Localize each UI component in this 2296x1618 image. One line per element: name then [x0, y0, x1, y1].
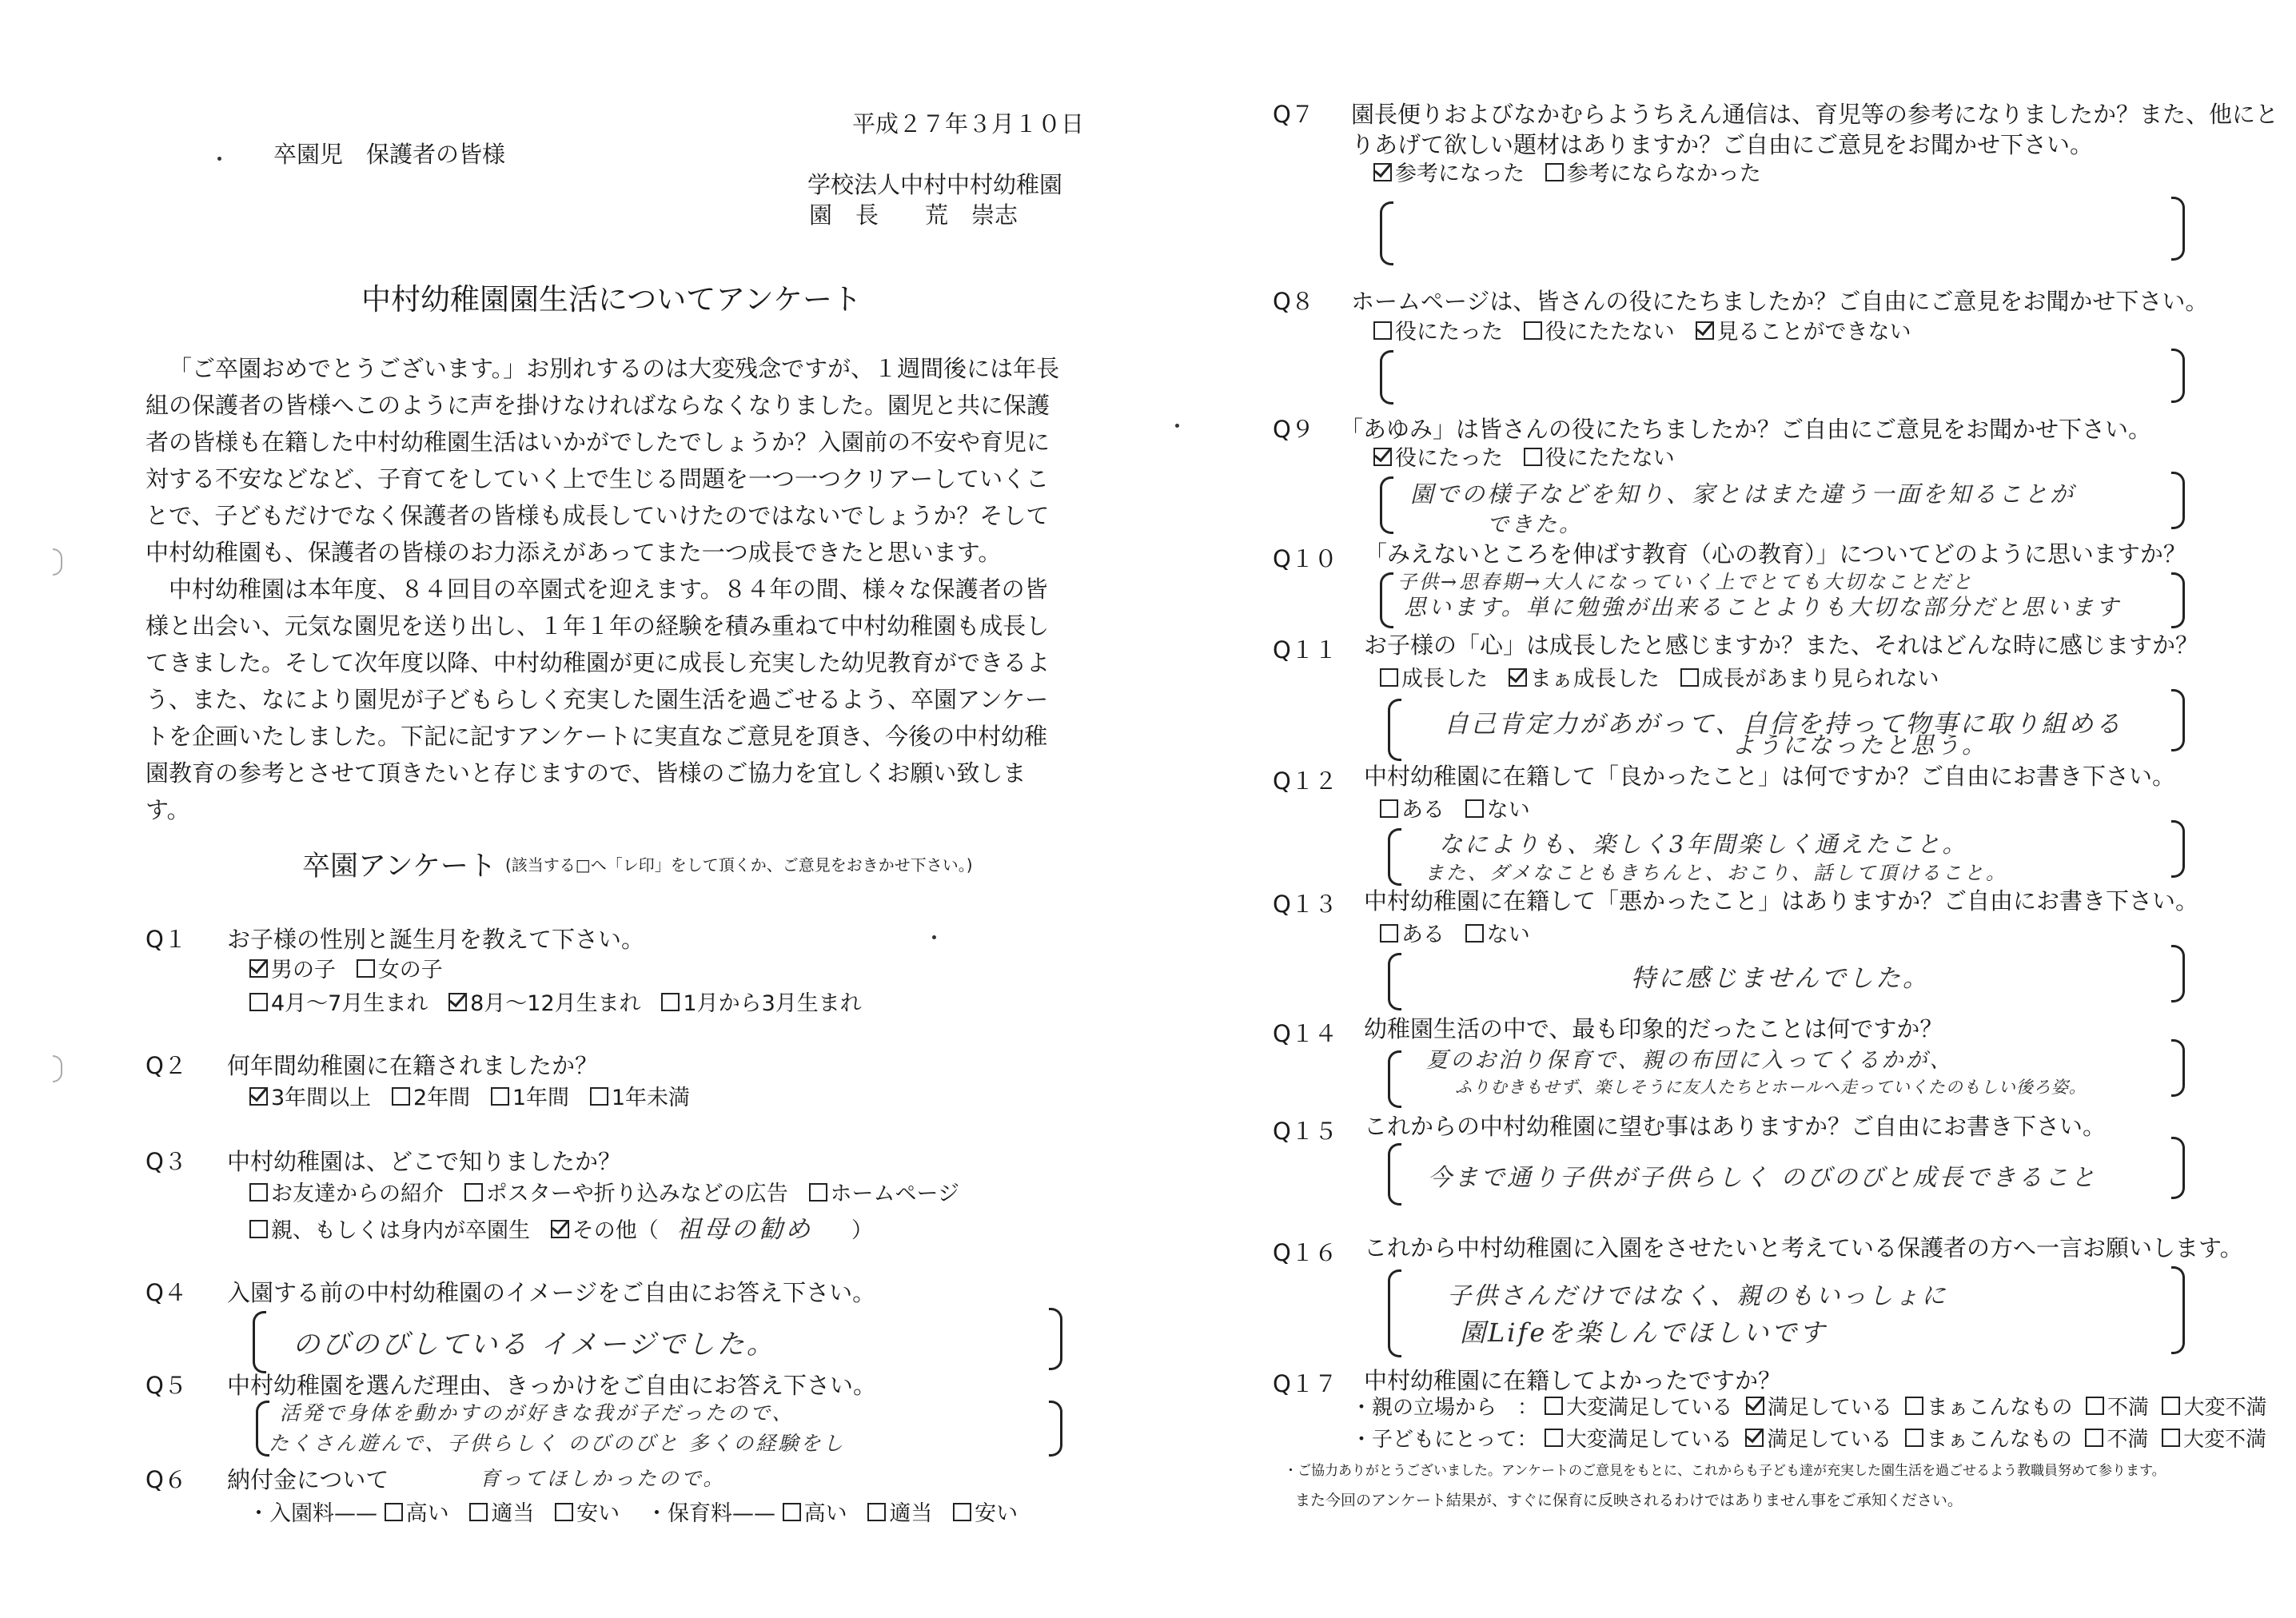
handwritten-answer: 祖母の勧め: [676, 1215, 813, 1244]
binder-hole-mark: [53, 548, 62, 576]
answer-bracket-right: [1049, 1401, 1062, 1457]
checkbox[interactable]: [1373, 321, 1392, 340]
question-text: 「みえないところを伸ばす教育（心の教育）」についてどのように思いますか？: [1364, 540, 2186, 568]
checkbox[interactable]: [249, 993, 268, 1011]
checkbox[interactable]: [1524, 448, 1542, 466]
question-number: Q６: [145, 1466, 187, 1493]
school-name: 学校法人中村中村幼稚園: [807, 171, 1063, 198]
question-number: Q８: [1273, 288, 1314, 315]
checkbox[interactable]: [357, 959, 375, 978]
checkbox[interactable]: [2085, 1429, 2103, 1447]
principal-name: 園 長 荒 崇志: [809, 201, 1018, 229]
checkbox-checked[interactable]: [249, 1087, 268, 1106]
checkbox[interactable]: [1465, 924, 1484, 943]
answer-bracket-left: [1380, 201, 1393, 265]
checkbox[interactable]: [464, 1183, 483, 1202]
handwritten-answer: ふりむきもせず、楽しそうに友人たちとホールへ走っていくたのもしい後ろ姿。: [1455, 1078, 2087, 1097]
answer-bracket-right: [2171, 820, 2185, 878]
checkbox-checked[interactable]: [1696, 321, 1714, 340]
question-text: 入園する前の中村幼稚園のイメージをご自由にお答え下さい。: [227, 1279, 876, 1306]
footer-note: また今回のアンケート結果が、すぐに保育に反映されるわけではありません事をご承知ください。: [1295, 1492, 1963, 1509]
checkbox[interactable]: [1465, 799, 1484, 818]
handwritten-answer: 育ってほしかったので。: [480, 1467, 726, 1490]
answer-bracket-left: [1380, 572, 1393, 628]
handwritten-answer: 園Lifeを楽しんでほしいです: [1460, 1317, 1828, 1348]
checkbox[interactable]: [953, 1503, 971, 1521]
q9-option-row: 役にたった 役にたたない: [1373, 446, 1675, 472]
question-number: Q１２: [1273, 767, 1337, 795]
handwritten-answer: できた。: [1487, 512, 1583, 537]
checkbox-checked[interactable]: [1509, 668, 1527, 687]
q11-option-row: 成長した まぁ成長した 成長があまり見られない: [1380, 667, 1939, 692]
checkbox[interactable]: [2162, 1397, 2180, 1415]
question-number: Q２: [145, 1052, 187, 1079]
q17-child-row: ・子どもにとって： 大変満足している 満足している まぁこんなもの 不満 大変不満: [1351, 1428, 2266, 1452]
question-text: これから中村幼稚園に入園をさせたいと考えている保護者の方へ一言お願いします。: [1364, 1234, 2243, 1261]
question-number: Q１１: [1273, 636, 1337, 664]
checkbox[interactable]: [1380, 924, 1398, 943]
checkbox-checked[interactable]: [448, 993, 467, 1011]
page-title: 中村幼稚園園生活についてアンケート: [361, 282, 863, 317]
question-text: これからの中村幼稚園に望む事はありますか？ご自由にお書き下さい。: [1364, 1113, 2107, 1140]
question-text: 「あゆみ」は皆さんの役にたちましたか？ご自由にご意見をお聞かせ下さい。: [1340, 416, 2152, 443]
question-text: お子様の「心」は成長したと感じますか？また、それはどんな時に感じますか？: [1364, 632, 2199, 659]
answer-bracket-right: [2171, 945, 2185, 1002]
checkbox[interactable]: [392, 1087, 410, 1106]
q7-option-row: 参考になった 参考にならなかった: [1373, 161, 1761, 187]
answer-bracket-left: [256, 1401, 269, 1457]
question-text: 中村幼稚園に在籍して「良かったこと」は何ですか？ご自由にお書き下さい。: [1364, 763, 2176, 790]
handwritten-answer: 子供さんだけではなく、親のもいっしょに: [1447, 1282, 1948, 1310]
checkbox[interactable]: [590, 1087, 608, 1106]
answer-bracket-left: [1388, 828, 1401, 886]
question-text: 幼稚園生活の中で、最も印象的だったことは何ですか？: [1364, 1015, 1943, 1042]
q6-tuition-row: ・保育料—— 高い 適当 安い: [646, 1501, 1018, 1526]
question-text: 何年間幼稚園に在籍されましたか？: [227, 1052, 599, 1079]
question-number: Q１５: [1273, 1118, 1337, 1145]
question-number: Q１７: [1273, 1370, 1337, 1397]
answer-bracket-left: [1380, 350, 1393, 404]
handwritten-answer: ようになったと思う。: [1732, 731, 1988, 759]
question-text: 納付金について: [227, 1466, 389, 1493]
q8-option-row: 役にたった 役にたたない 見ることができない: [1373, 320, 1911, 345]
checkbox[interactable]: [809, 1183, 827, 1202]
checkbox-checked[interactable]: [249, 959, 268, 978]
q13-option-row: ある ない: [1380, 923, 1530, 948]
checkbox[interactable]: [1545, 1397, 1563, 1415]
answer-bracket-right: [2171, 1039, 2185, 1097]
answer-bracket-right: [2171, 349, 2185, 403]
question-text: りあげて欲しい題材はありますか？ご自由にご意見をお聞かせ下さい。: [1351, 131, 2094, 158]
answer-bracket-right: [2171, 197, 2185, 261]
handwritten-answer: 思います。単に勉強が出来ることよりも大切な部分だと思います: [1404, 594, 2121, 620]
checkbox[interactable]: [2086, 1397, 2104, 1415]
handwritten-answer: 特に感じませんでした。: [1631, 964, 1930, 993]
speck: [217, 157, 221, 161]
question-number: Q１４: [1273, 1020, 1337, 1047]
question-text: 園長便りおよびなかむらようちえん通信は、育児等の参考になりましたか？また、他にと: [1351, 101, 2279, 128]
handwritten-answer: たくさん遊んで、子供らしく のびのびと 多くの経験をし: [269, 1432, 846, 1455]
question-text: お子様の性別と誕生月を教えて下さい。: [227, 926, 645, 953]
checkbox[interactable]: [1380, 799, 1398, 818]
handwritten-answer: 子供→思春期→大人になっていく上でとても大切なことだと: [1397, 571, 1975, 593]
intro-paragraph: 中村幼稚園は本年度、８４回目の卒園式を迎えます。８４年の間、様々な保護者の皆様と出会い、元気な園児を送り出し、１年１年の経験を積み重ねて中村幼稚園も成長してきました。そして次年度以降、中村幼稚園が更に成長し充実した幼児教育ができるよう、また、なにより園児が子どもらしく充実した園生活を過ごせるよう、卒園アンケートを企画いたしました。下記に記すアンケートに実直なご意見を頂き、今後の中村幼稚園教育の参考とさせて頂きたいと存じますので、皆様のご協力を宜しくお願い致します。: [145, 576, 1050, 823]
checkbox[interactable]: [867, 1503, 886, 1521]
question-text: 中村幼稚園に在籍してよかったですか？: [1364, 1367, 1782, 1394]
answer-bracket-left: [1388, 1269, 1401, 1357]
checkbox[interactable]: [1524, 321, 1542, 340]
checkbox[interactable]: [1380, 668, 1398, 687]
checkbox[interactable]: [491, 1087, 509, 1106]
question-number: Q３: [145, 1148, 187, 1175]
handwritten-answer: 今まで通り子供が子供らしく のびのびと成長できること: [1428, 1164, 2098, 1192]
handwritten-answer: 園での様子などを知り、家とはまた違う一面を知ることが: [1410, 480, 2076, 508]
q3-option-row: お友達からの紹介 ポスターや折り込みなどの広告 ホームページ: [249, 1182, 959, 1207]
survey-title: 卒園アンケート: [302, 851, 496, 883]
checkbox[interactable]: [661, 993, 680, 1011]
question-number: Q１６: [1273, 1239, 1337, 1266]
answer-bracket-right: [2171, 472, 2185, 529]
checkbox-checked[interactable]: [1373, 163, 1392, 181]
question-number: Q７: [1273, 101, 1314, 128]
checkbox[interactable]: [2162, 1429, 2180, 1447]
answer-bracket-left: [1388, 1050, 1401, 1108]
checkbox[interactable]: [249, 1183, 268, 1202]
handwritten-answer: のびのびしている イメージでした。: [293, 1329, 776, 1361]
intro-paragraph: 「ご卒園おめでとうございます。」お別れするのは大変残念ですが、１週間後には年長組の保護者の皆様へこのように声を掛けなければならなくなりました。園児と共に保護者の皆様も在籍した中村幼稚園生活はいかがでしたでしょうか？入園前の不安や育児に対する不安などなど、子育てをしていく上で生じる問題を一つ一つクリアーしていくことで、子どもだけでなく保護者の皆様も成長していけたのではないでしょうか？そして中村幼稚園も、保護者の皆様のお力添えがあってまた一つ成長できたと思います。: [145, 355, 1060, 566]
survey-note: (該当する□へ「レ印」をして頂くか、ご意見をおきかせ下さい。): [505, 855, 973, 875]
intro-text: [145, 350, 1065, 828]
question-number: Q１０: [1273, 545, 1337, 572]
answer-bracket-left: [1388, 699, 1401, 761]
q2-option-row: 3年間以上 2年間 1年間 1年未満: [249, 1086, 690, 1111]
answer-bracket-right: [2171, 572, 2185, 628]
checkbox[interactable]: [1905, 1429, 1923, 1447]
issue-date: 平成２７年３月１０日: [852, 110, 1085, 137]
answer-bracket-left: [1380, 476, 1393, 534]
q12-option-row: ある ない: [1380, 798, 1530, 823]
checkbox[interactable]: [1545, 1429, 1563, 1447]
answer-bracket-left: [1388, 953, 1401, 1010]
checkbox-checked[interactable]: [1745, 1429, 1764, 1447]
handwritten-answer: なによりも、楽しく3年間楽しく通えたこと。: [1439, 831, 1968, 858]
answer-bracket-right: [2171, 689, 2185, 751]
speck: [932, 935, 936, 939]
handwritten-answer: 自己肯定力があがって、自信を持って物事に取り組める: [1444, 710, 2123, 739]
checkbox[interactable]: [469, 1503, 488, 1521]
answer-bracket-left: [253, 1311, 266, 1373]
question-number: Q５: [145, 1372, 187, 1399]
footer-thanks: ・ご協力ありがとうございました。アンケートのご意見をもとに、これからも子ども達が充実した園生活を過ごせるよう教職員努めて参ります。: [1284, 1463, 2166, 1479]
checkbox[interactable]: [249, 1220, 268, 1238]
question-text: 中村幼稚園を選んだ理由、きっかけをご自由にお答え下さい。: [227, 1372, 877, 1399]
checkbox-checked[interactable]: [551, 1220, 569, 1238]
speck: [1175, 424, 1179, 428]
question-number: Q４: [145, 1279, 187, 1306]
handwritten-answer: また、ダメなこともきちんと、おこり、話して頂けること。: [1425, 862, 2007, 884]
answer-bracket-left: [1388, 1143, 1401, 1206]
checkbox[interactable]: [555, 1503, 573, 1521]
question-text: 中村幼稚園は、どこで知りましたか？: [227, 1148, 622, 1175]
answer-bracket-right: [1049, 1308, 1062, 1370]
q6-entry-fee-row: ・入園料—— 高い 適当 安い: [248, 1501, 620, 1526]
checkbox[interactable]: [1905, 1397, 1923, 1415]
q1-option-row: 男の子 女の子: [249, 958, 443, 983]
checkbox[interactable]: [1680, 668, 1699, 687]
checkbox-checked[interactable]: [1746, 1397, 1764, 1415]
question-text: ホームページは、皆さんの役にたちましたか？ご自由にご意見をお聞かせ下さい。: [1351, 288, 2209, 315]
question-number: Q１: [145, 926, 187, 953]
checkbox[interactable]: [1545, 163, 1564, 181]
addressee: 卒園児 保護者の皆様: [273, 141, 506, 168]
binder-hole-mark: [53, 1055, 62, 1082]
q1-birth-row: 4月～7月生まれ 8月～12月生まれ 1月から3月生まれ: [249, 991, 862, 1017]
handwritten-answer: 活発で身体を動かすのが好きな我が子だったので、: [280, 1401, 795, 1425]
answer-bracket-right: [2171, 1137, 2185, 1199]
question-number: Q９: [1273, 416, 1314, 443]
question-text: 中村幼稚園に在籍して「悪かったこと」はありますか？ご自由にお書き下さい。: [1364, 887, 2199, 915]
handwritten-answer: 夏のお泊り保育で、親の布団に入ってくるかが、: [1426, 1048, 1954, 1073]
checkbox[interactable]: [385, 1503, 403, 1521]
question-number: Q１３: [1273, 891, 1337, 918]
q3-option-row-2: 親、もしくは身内が卒園生 その他（ 祖母の勧め ）: [249, 1215, 873, 1245]
checkbox-checked[interactable]: [1373, 448, 1392, 466]
checkbox[interactable]: [783, 1503, 801, 1521]
answer-bracket-right: [2171, 1266, 2185, 1354]
q17-parent-row: ・親の立場から ： 大変満足している 満足している まぁこんなもの 不満 大変不満: [1351, 1396, 2267, 1420]
